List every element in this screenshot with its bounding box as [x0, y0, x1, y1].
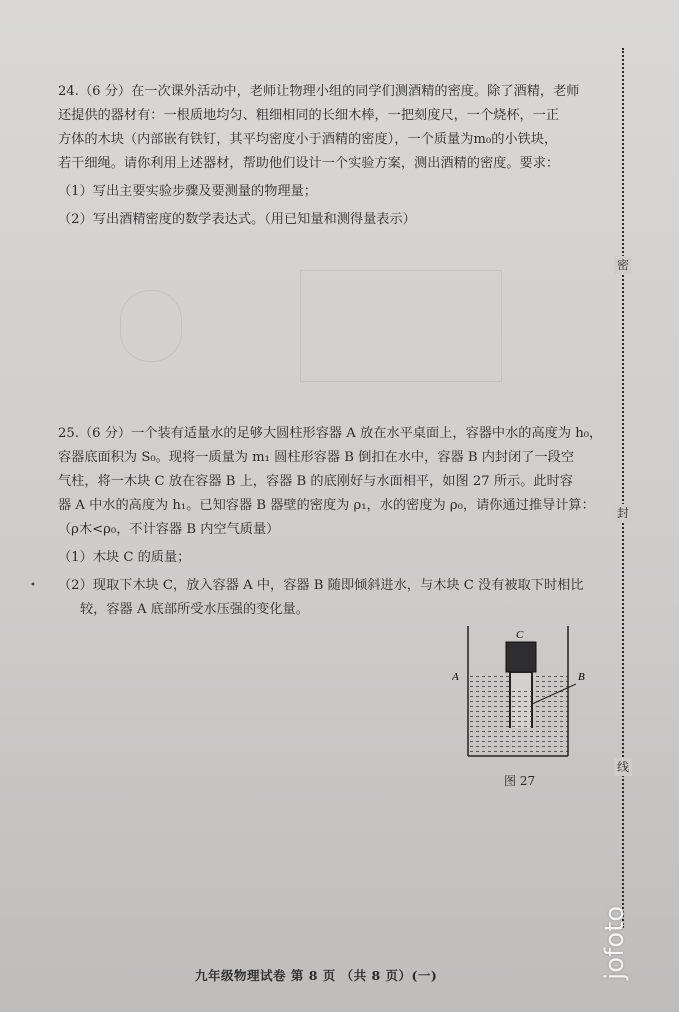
- binding-mark-line: 线: [614, 758, 632, 776]
- block-c: [506, 642, 536, 672]
- binding-mark-seal-2: 封: [614, 504, 632, 522]
- problem-24-line: 还提供的器材有：一根质地均匀、粗细相同的长细木棒，一把刻度尺，一个烧杯，一正: [58, 108, 560, 123]
- problem-24: [58, 80, 603, 232]
- problem-24-line: 24.（6 分）在一次课外活动中，老师让物理小组的同学们测酒精的密度。除了酒精，老师: [58, 84, 580, 99]
- container-diagram: [452, 624, 600, 774]
- problem-24-line: 方体的木块（内部嵌有铁钉，其平均密度小于酒精的密度），一个质量为m₀的小铁块，: [58, 132, 558, 147]
- figure-27: [452, 624, 600, 792]
- problem-25-line: 气柱，将一木块 C 放在容器 B 上，容器 B 的底刚好与水面相平，如图 27 所示。此时容: [58, 474, 573, 489]
- bleed-through-figure: [120, 290, 182, 362]
- camera-watermark: jofoto: [600, 905, 630, 980]
- label-c: C: [516, 629, 524, 641]
- problem-25-line: 容器底面积为 S₀。现将一质量为 m₁ 圆柱形容器 B 倒扣在水中，容器 B 内封闭了一段空: [58, 450, 575, 465]
- label-b: B: [578, 671, 585, 683]
- margin-mark: •: [30, 580, 36, 591]
- problem-25: [58, 422, 603, 622]
- problem-25-line: 器 A 中水的高度为 h₁。已知容器 B 器壁的密度为 ρ₁，水的密度为 ρ₀，请你通过推导计算：: [58, 498, 595, 513]
- problem-25-line: （ρ木<ρ₀，不计容器 B 内空气质量）: [58, 522, 280, 537]
- problem-25-line: 25.（6 分）一个装有适量水的足够大圆柱形容器 A 放在水平桌面上，容器中水的高度为 h₀，: [58, 426, 603, 441]
- binding-line: [622, 48, 624, 928]
- water-in-b: [510, 690, 532, 728]
- problem-25-sub2-cont: 较，容器 A 底部所受水压强的变化量。: [80, 602, 309, 617]
- problem-24-sub1: （1）写出主要实验步骤及要测量的物理量；: [58, 184, 317, 199]
- label-a: A: [452, 671, 459, 683]
- binding-mark-seal: 密: [614, 256, 632, 274]
- figure-caption: 图 27: [504, 774, 536, 788]
- problem-24-sub2: （2）写出酒精密度的数学表达式。（用已知量和测得量表示）: [58, 212, 416, 227]
- page-footer: 九年级物理试卷 第 8 页 （共 8 页）(一): [195, 968, 438, 983]
- problem-24-line: 若干细绳。请你利用上述器材，帮助他们设计一个实验方案，测出酒精的密度。要求：: [58, 156, 560, 171]
- problem-25-sub1: （1）木块 C 的质量；: [58, 550, 191, 565]
- problem-25-sub2: （2）现取下木块 C，放入容器 A 中，容器 B 随即倾斜进水，与木块 C 没有被取下时相比: [58, 578, 584, 593]
- bleed-through-table: [300, 270, 502, 382]
